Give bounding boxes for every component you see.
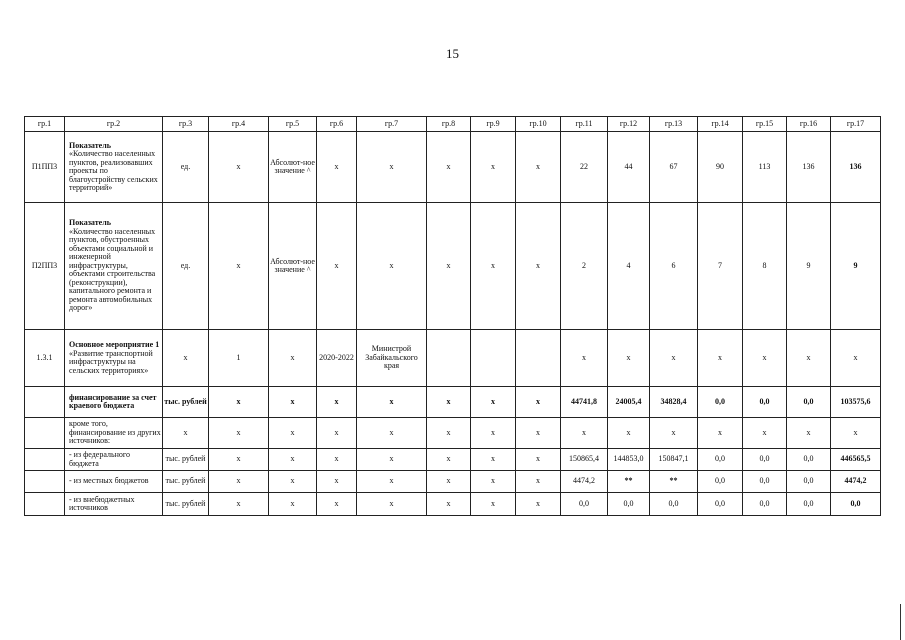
cell: x: [698, 330, 743, 387]
cell-unit: ед.: [163, 132, 209, 203]
column-header: гр.1: [25, 117, 65, 132]
cell: x: [516, 471, 561, 493]
cell: **: [608, 471, 650, 493]
cell: Абсолют-ное значение ^: [269, 203, 317, 330]
scan-edge-line: [900, 604, 901, 640]
column-header: гр.17: [831, 117, 881, 132]
cell: 144853,0: [608, 449, 650, 471]
cell-total: 0,0: [831, 493, 881, 516]
cell: x: [427, 387, 471, 418]
cell: x: [787, 330, 831, 387]
cell: x: [516, 387, 561, 418]
column-header: гр.9: [471, 117, 516, 132]
cell: 0,0: [787, 387, 831, 418]
cell: 44741,8: [561, 387, 608, 418]
cell: 0,0: [787, 493, 831, 516]
cell-unit: x: [163, 418, 209, 449]
cell: **: [650, 471, 698, 493]
cell: x: [650, 330, 698, 387]
cell: x: [650, 418, 698, 449]
cell: x: [516, 132, 561, 203]
row-code: П2ПП3: [25, 203, 65, 330]
column-header: гр.7: [357, 117, 427, 132]
cell: x: [357, 493, 427, 516]
table-row: [25, 418, 881, 449]
cell: 9: [787, 203, 831, 330]
cell: 150847,1: [650, 449, 698, 471]
row-description: финансирование за счет краевого бюджета: [65, 387, 163, 418]
cell: 0,0: [743, 387, 787, 418]
row-code: [25, 387, 65, 418]
cell: x: [427, 449, 471, 471]
cell: x: [608, 418, 650, 449]
cell: x: [787, 418, 831, 449]
cell: x: [317, 203, 357, 330]
cell: x: [427, 418, 471, 449]
cell: 67: [650, 132, 698, 203]
cell-total: 136: [831, 132, 881, 203]
cell: Абсолют-ное значение ^: [269, 132, 317, 203]
page-number: 15: [446, 46, 459, 61]
row-code: [25, 471, 65, 493]
cell: x: [471, 203, 516, 330]
row-code: [25, 449, 65, 471]
row-title: Основное мероприятие 1: [69, 340, 160, 349]
table-row: [25, 387, 881, 418]
cell: x: [608, 330, 650, 387]
cell: x: [269, 387, 317, 418]
column-header: гр.4: [209, 117, 269, 132]
cell: 7: [698, 203, 743, 330]
table-row: [25, 330, 881, 387]
table-row: [25, 493, 881, 516]
row-code: 1.3.1: [25, 330, 65, 387]
cell-unit: тыс. рублей: [163, 387, 209, 418]
cell: x: [269, 471, 317, 493]
cell: x: [209, 418, 269, 449]
cell: 0,0: [608, 493, 650, 516]
cell: x: [357, 203, 427, 330]
row-description: - из местных бюджетов: [65, 471, 163, 493]
cell: [427, 330, 471, 387]
cell-unit: тыс. рублей: [163, 493, 209, 516]
cell: x: [471, 449, 516, 471]
cell-unit: тыс. рублей: [163, 471, 209, 493]
cell: 113: [743, 132, 787, 203]
column-header: гр.13: [650, 117, 698, 132]
cell: 0,0: [698, 387, 743, 418]
cell: x: [317, 449, 357, 471]
row-description: - из федерального бюджета: [65, 449, 163, 471]
row-description: кроме того, финансирование из других источников:: [65, 418, 163, 449]
row-title: Показатель: [69, 140, 111, 150]
cell: 8: [743, 203, 787, 330]
cell: 0,0: [787, 449, 831, 471]
cell: x: [427, 493, 471, 516]
cell: x: [471, 471, 516, 493]
cell: 0,0: [743, 471, 787, 493]
cell: 4474,2: [561, 471, 608, 493]
cell: x: [209, 132, 269, 203]
cell: x: [357, 132, 427, 203]
cell: x: [209, 203, 269, 330]
table-row: [25, 132, 881, 203]
row-desc-text: «Количество населенных пунктов, обустроенных объектами социальной и инженерной инфраструктуры, объектами строительства (реконструкции), капитального ремонта и ремонта автомобильных дорог»: [69, 226, 156, 313]
cell: 0,0: [698, 493, 743, 516]
cell: x: [357, 449, 427, 471]
row-description: - из внебюджетных источников: [65, 493, 163, 516]
row-description: [65, 203, 163, 330]
cell: x: [698, 418, 743, 449]
cell: x: [269, 449, 317, 471]
cell-total: 103575,6: [831, 387, 881, 418]
cell: x: [471, 132, 516, 203]
cell: x: [427, 132, 471, 203]
cell-total: 4474,2: [831, 471, 881, 493]
column-header: гр.10: [516, 117, 561, 132]
table-row: [25, 471, 881, 493]
cell-total: 446565,5: [831, 449, 881, 471]
cell: 0,0: [743, 449, 787, 471]
column-header: гр.5: [269, 117, 317, 132]
table-row: [25, 203, 881, 330]
cell: x: [427, 471, 471, 493]
row-description: [65, 132, 163, 203]
cell: x: [269, 330, 317, 387]
row-code: [25, 493, 65, 516]
cell: x: [209, 493, 269, 516]
cell: x: [427, 203, 471, 330]
column-header: гр.3: [163, 117, 209, 132]
column-header: гр.12: [608, 117, 650, 132]
cell: x: [209, 471, 269, 493]
cell: x: [269, 493, 317, 516]
cell: 6: [650, 203, 698, 330]
cell: x: [317, 132, 357, 203]
cell: x: [561, 418, 608, 449]
column-header: гр.2: [65, 117, 163, 132]
cell: 0,0: [787, 471, 831, 493]
cell: x: [357, 418, 427, 449]
cell-total: x: [831, 330, 881, 387]
cell: [516, 330, 561, 387]
cell: 2020-2022: [317, 330, 357, 387]
header-row: [25, 117, 881, 132]
cell: 44: [608, 132, 650, 203]
cell: x: [516, 449, 561, 471]
cell-total: 9: [831, 203, 881, 330]
row-desc-text: «Количество населенных пунктов, реализовавших проекты по благоустройству сельских территорий»: [69, 149, 158, 192]
cell: 0,0: [698, 449, 743, 471]
cell: Министрой Забайкальского края: [357, 330, 427, 387]
cell: 90: [698, 132, 743, 203]
cell: 4: [608, 203, 650, 330]
cell: x: [743, 330, 787, 387]
cell: 0,0: [650, 493, 698, 516]
cell: [471, 330, 516, 387]
cell: x: [516, 203, 561, 330]
row-code: П1ПП3: [25, 132, 65, 203]
cell-unit: ед.: [163, 203, 209, 330]
cell: x: [561, 330, 608, 387]
cell: 0,0: [743, 493, 787, 516]
column-header: гр.15: [743, 117, 787, 132]
column-header: гр.6: [317, 117, 357, 132]
cell: 0,0: [698, 471, 743, 493]
cell-unit: x: [163, 330, 209, 387]
row-code: [25, 418, 65, 449]
cell: 150865,4: [561, 449, 608, 471]
column-header: гр.8: [427, 117, 471, 132]
cell: x: [317, 493, 357, 516]
cell: 136: [787, 132, 831, 203]
cell: x: [317, 471, 357, 493]
cell: x: [317, 387, 357, 418]
cell: 2: [561, 203, 608, 330]
cell: 22: [561, 132, 608, 203]
row-desc-text: «Развитие транспортной инфраструктуры на сельских территориях»: [69, 348, 153, 375]
cell: x: [743, 418, 787, 449]
column-header: гр.16: [787, 117, 831, 132]
indicators-table: [24, 116, 881, 516]
column-header: гр.11: [561, 117, 608, 132]
cell: 0,0: [561, 493, 608, 516]
cell-unit: тыс. рублей: [163, 449, 209, 471]
row-title: Показатель: [69, 218, 111, 228]
cell: x: [516, 418, 561, 449]
row-description: [65, 330, 163, 387]
cell: x: [471, 418, 516, 449]
cell: x: [317, 418, 357, 449]
column-header: гр.14: [698, 117, 743, 132]
cell: x: [357, 387, 427, 418]
cell: x: [269, 418, 317, 449]
cell-total: x: [831, 418, 881, 449]
cell: 24005,4: [608, 387, 650, 418]
cell: x: [471, 387, 516, 418]
cell: 34828,4: [650, 387, 698, 418]
cell: x: [516, 493, 561, 516]
cell: x: [209, 387, 269, 418]
cell: x: [357, 471, 427, 493]
cell: x: [471, 493, 516, 516]
cell: x: [209, 449, 269, 471]
table-row: [25, 449, 881, 471]
cell: 1: [209, 330, 269, 387]
